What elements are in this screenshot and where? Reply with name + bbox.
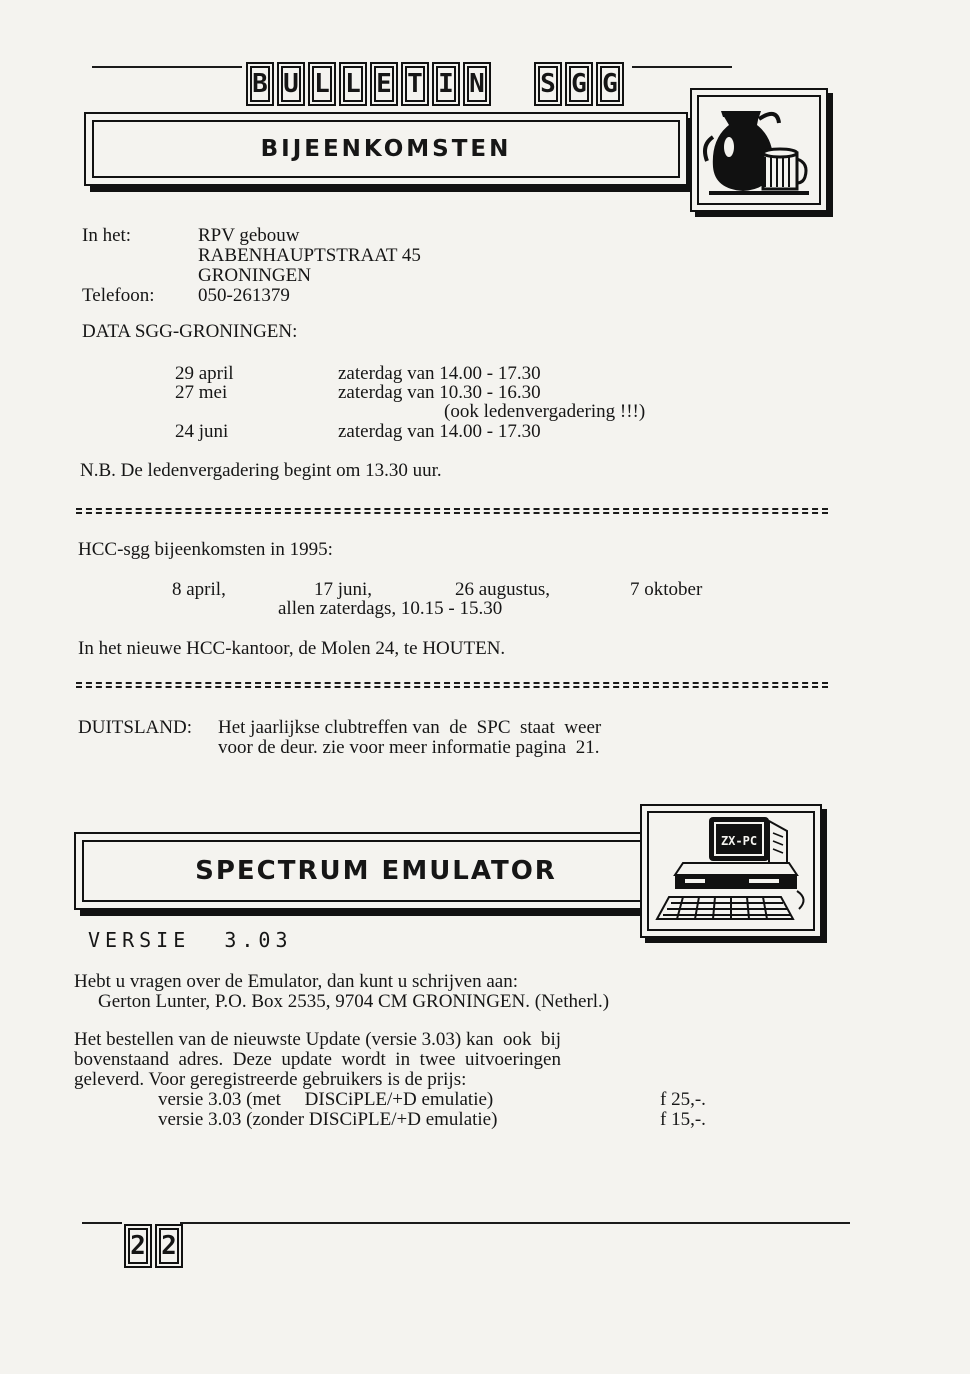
city: GRONINGEN <box>198 265 311 286</box>
emulator-title: SPECTRUM EMULATOR <box>195 856 557 886</box>
emulator-banner <box>74 832 678 910</box>
bulletin-letter: L <box>339 62 367 106</box>
emulator-para2-line3: geleverd. Voor geregistreerde gebruikers is de prijs: <box>74 1069 467 1090</box>
bijeenkomsten-banner <box>84 112 688 186</box>
data-heading: DATA SGG-GRONINGEN: <box>82 321 298 342</box>
coffee-pot-and-cup-icon <box>699 97 819 203</box>
bottom-rule-right <box>180 1222 850 1224</box>
bulletin-letter: N <box>463 62 491 106</box>
price-2-label: versie 3.03 (zonder DISCiPLE/+D emulatie) <box>158 1109 498 1130</box>
date-1-text: zaterdag van 14.00 - 17.30 <box>338 363 541 384</box>
dashed-divider-2b <box>76 686 828 690</box>
telefoon-number: 050-261379 <box>198 285 290 306</box>
hcc-date-4: 7 oktober <box>630 579 703 600</box>
hcc-heading: HCC-sgg bijeenkomsten in 1995: <box>78 539 333 560</box>
zx-pc-label: ZX-PC <box>720 834 758 848</box>
price-1-value: f 25,-. <box>660 1089 706 1110</box>
bulletin-letter: U <box>277 62 305 106</box>
duitsland-line-1: Het jaarlijkse clubtreffen van de SPC staat weer <box>218 717 602 738</box>
hcc-date-1: 8 april, <box>172 579 226 600</box>
top-rule <box>92 66 242 68</box>
date-1: 29 april <box>175 363 234 384</box>
emulator-para2-line1: Het bestellen van de nieuwste Update (versie 3.03) kan ook bij <box>74 1029 561 1050</box>
coffee-icon-box <box>690 88 828 212</box>
price-1-label: versie 3.03 (met DISCiPLE/+D emulatie) <box>158 1089 494 1110</box>
duitsland-line-2: voor de deur. zie voor meer informatie pagina 21. <box>218 737 600 758</box>
sgg-letter: G <box>565 62 593 106</box>
sgg-title <box>534 62 624 106</box>
hcc-date-3: 26 augustus, <box>455 579 550 600</box>
price-2-value: f 15,-. <box>660 1109 706 1130</box>
emulator-para1-line2: Gerton Lunter, P.O. Box 2535, 9704 CM GRONINGEN. (Netherl.) <box>98 991 610 1012</box>
emulator-version: VERSIE 3.03 <box>88 928 293 952</box>
bottom-rule <box>82 1222 122 1224</box>
date-3: 24 juni <box>175 421 229 442</box>
computer-icon-box <box>640 804 822 938</box>
top-rule-right <box>632 66 732 68</box>
venue: RPV gebouw <box>198 225 300 246</box>
duitsland-label: DUITSLAND: <box>78 717 192 738</box>
telefoon-label: Telefoon: <box>82 285 155 306</box>
date-3-text: zaterdag van 14.00 - 17.30 <box>338 421 541 442</box>
bulletin-title <box>246 62 491 106</box>
date-2: 27 mei <box>175 382 228 403</box>
hcc-location: In het nieuwe HCC-kantoor, de Molen 24, te HOUTEN. <box>78 638 506 659</box>
bulletin-letter: E <box>370 62 398 106</box>
bulletin-letter: T <box>401 62 429 106</box>
hcc-times: allen zaterdags, 10.15 - 15.30 <box>278 598 503 619</box>
sgg-letter: S <box>534 62 562 106</box>
date-2-note: (ook ledenvergadering !!!) <box>444 401 646 422</box>
page-number <box>124 1224 183 1268</box>
dashed-divider-1b <box>76 512 828 516</box>
bulletin-letter: B <box>246 62 274 106</box>
hcc-date-2: 17 juni, <box>314 579 373 600</box>
computer-zx-pc-icon <box>649 813 813 929</box>
section-title: BIJEENKOMSTEN <box>260 136 512 162</box>
bulletin-letter: L <box>308 62 336 106</box>
bulletin-letter: I <box>432 62 460 106</box>
date-2-text: zaterdag van 10.30 - 16.30 <box>338 382 541 403</box>
emulator-para2-line2: bovenstaand adres. Deze update wordt in twee uitvoeringen <box>74 1049 561 1070</box>
emulator-para1-line1: Hebt u vragen over de Emulator, dan kunt u schrijven aan: <box>74 971 519 992</box>
street: RABENHAUPTSTRAAT 45 <box>198 245 421 266</box>
nb-note: N.B. De ledenvergadering begint om 13.30 uur. <box>80 460 442 481</box>
page-letter: 2 <box>155 1224 183 1268</box>
in-het-label: In het: <box>82 225 132 246</box>
page-letter: 2 <box>124 1224 152 1268</box>
sgg-letter: G <box>596 62 624 106</box>
